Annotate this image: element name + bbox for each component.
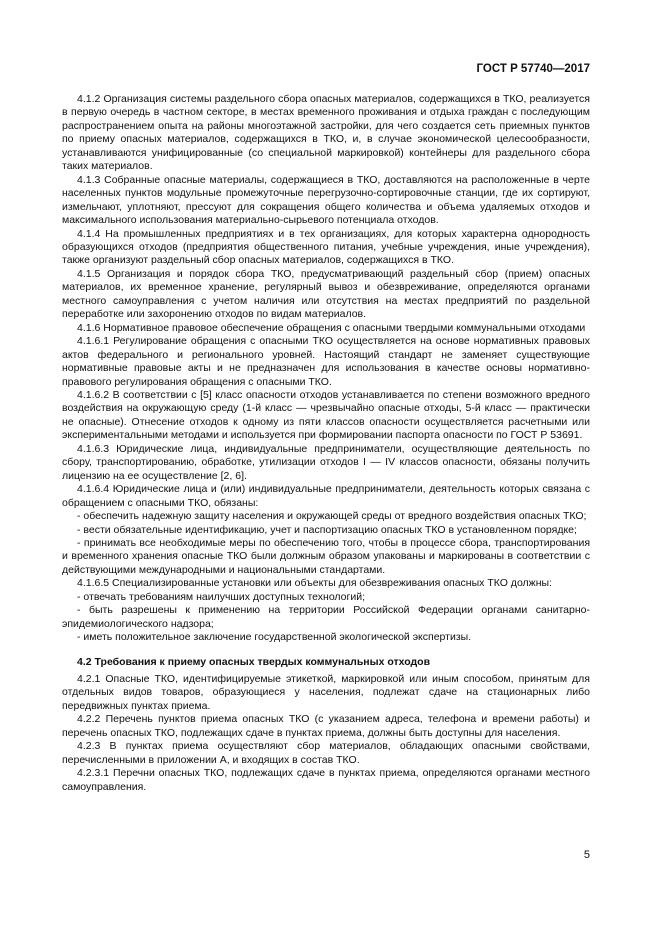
list-item: - вести обязательные идентификацию, учет и паспортизацию опасных ТКО в установленном порядке; <box>77 523 577 536</box>
paragraph-4-1-5: 4.1.5 Организация и порядок сбора ТКО, предусматривающий раздельный сбор (прием) опасных материалов, их временное хранение, регулярный вывоз и обезвреживание, определяются органами местного самоуправления с учетом наличия или отсутствия на местах предприятий по раздельной переработке или захоронению отходов по видам материалов. <box>62 267 590 321</box>
paragraph-4-1-6-5: 4.1.6.5 Специализированные установки или объекты для обезвреживания опасных ТКО должны: <box>77 577 552 590</box>
document-header: ГОСТ Р 57740—2017 <box>476 63 590 75</box>
paragraph-4-2-3-1: 4.2.3.1 Перечни опасных ТКО, подлежащих сдаче в пунктах приема, определяются органами местного самоуправления. <box>62 767 590 793</box>
paragraph-4-1-6-2: 4.1.6.2 В соответствии с [5] класс опасности отходов устанавливается по степени возможного вредного воздействия на окружающую среду (1-й класс — чрезвычайно опасные отходы, 5-й класс — практически не опасные). Отнесение отходов к одному из пяти классов опасности осуществляется расчетными или экспериментальными методами и используется при формировании паспорта опасности по ГОСТ Р 53691. <box>62 388 590 442</box>
paragraph-4-2-1: 4.2.1 Опасные ТКО, идентифицируемые этикеткой, маркировкой или иным способом, принятым для отдельных видов товаров, образующиеся у населения, подлежат сдаче на стационарных либо передвижных пунктах приема. <box>62 673 590 712</box>
list-item: - отвечать требованиям наилучших доступных технологий; <box>77 590 365 603</box>
section-title-4-2: 4.2 Требования к приему опасных твердых коммунальных отходов <box>77 655 431 668</box>
list-item: - иметь положительное заключение государственной экологической экспертизы. <box>77 631 472 644</box>
paragraph-4-1-4: 4.1.4 На промышленных предприятиях и в тех организациях, для которых характерна однородность образующихся отходов (предприятия общественного питания, учебные учреждения, иные учреждения), также организуют раздельный сбор опасных материалов, содержащихся в ТКО. <box>62 227 590 267</box>
list-item: - быть разрешены к применению на территории Российской Федерации органами санитарно-эпидемиологического надзора; <box>62 604 590 630</box>
paragraph-4-1-6: 4.1.6 Нормативное правовое обеспечение обращения с опасными твердыми коммунальными отходами <box>77 321 586 334</box>
paragraph-4-1-6-1: 4.1.6.1 Регулирование обращения с опасными ТКО осуществляется на основе нормативных правовых актов федерального и регионального уровней. Настоящий стандарт не заменяет существующие нормативные правовые акты и не предназначен для использования в качестве основы нормативно-правового регулирования обращения с опасными ТКО. <box>62 335 590 388</box>
list-item: - принимать все необходимые меры по обеспечению того, чтобы в процессе сбора, транспортирования и временного хранения опасные ТКО были должным образом упакованы и маркированы в соответствии с действующими международными и национальными стандартами. <box>62 536 590 576</box>
paragraph-4-2-3: 4.2.3 В пунктах приема осуществляют сбор материалов, обладающих опасными свойствами, перечисленными в приложении А, и входящих в состав ТКО. <box>62 740 590 766</box>
list-item: - обеспечить надежную защиту населения и окружающей среды от вредного воздействия опасных ТКО; <box>77 510 587 523</box>
paragraph-4-1-2: 4.1.2 Организация системы раздельного сбора опасных материалов, содержащихся в ТКО, реализуется в первую очередь в частном секторе, в местах временного проживания и отдыха граждан с последующим распространением опыта на районы многоэтажной застройки, для чего создается сеть приемных пунктов по приему опасных материалов, содержащихся в ТКО, и, в случае экономической целесообразности, устанавливаются унифицированные (со специальной маркировкой) контейнеры для раздельного сбора таких материалов. <box>62 93 590 173</box>
paragraph-4-1-6-4: 4.1.6.4 Юридические лица и (или) индивидуальные предприниматели, деятельность которых связана с обращением с опасными ТКО, обязаны: <box>62 483 590 509</box>
document-body <box>62 93 590 794</box>
paragraph-4-1-3: 4.1.3 Собранные опасные материалы, содержащиеся в ТКО, доставляются на расположенные в черте населенных пунктов модульные промежуточные перегрузочно-сортировочные станции, где их сортируют, измельчают, уплотняют, прессуют для сокращения общего количества и объема удаляемых отходов и максимального использования материально-сырьевого потенциала отходов. <box>62 173 590 227</box>
paragraph-4-2-2: 4.2.2 Перечень пунктов приема опасных ТКО (с указанием адреса, телефона и времени работы) и перечень опасных ТКО, подлежащих сдаче в пунктах приема, должны быть доступны для населения. <box>62 713 590 739</box>
page-number: 5 <box>583 849 590 861</box>
paragraph-4-1-6-3: 4.1.6.3 Юридические лица, индивидуальные предприниматели, осуществляющие деятельность по сбору, транспортированию, обработке, утилизации отходов I — IV классов опасности, обязаны получить лицензию на ее осуществление [2, 6]. <box>62 442 590 482</box>
